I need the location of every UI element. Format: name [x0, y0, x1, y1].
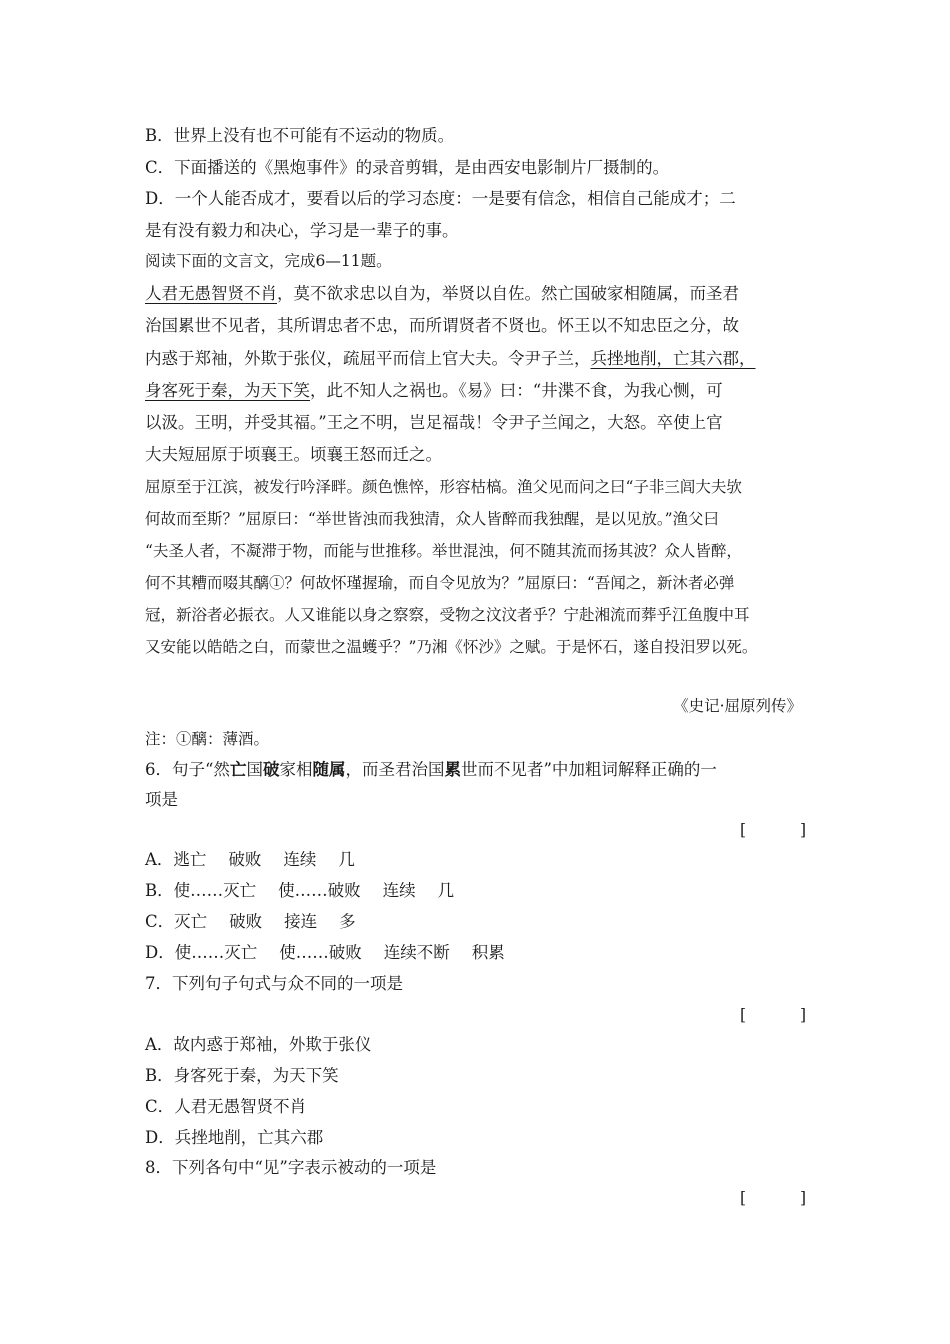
passage-line: 冠，新浴者必振衣。人又谁能以身之察察，受物之汶汶者乎？宁赴湘流而葬乎江鱼腹中耳 [145, 606, 750, 624]
q6-option-d: D．使……灭亡 使……破败 连续不断 积累 [145, 943, 505, 962]
question-6-stem: 6．句子“然亡国破家相随属，而圣君治国累世而不见者”中加粗词解释正确的一 [145, 760, 717, 779]
bold-word: 累 [444, 760, 461, 779]
option-c: C．下面播送的《黑炮事件》的录音剪辑，是由西安电影制片厂摄制的。 [145, 158, 670, 177]
passage-line: 治国累世不见者，其所谓忠者不忠，而所谓贤者不贤也。怀王以不知忠臣之分，故 [145, 316, 739, 335]
q6-option-a: A．逃亡 破败 连续 几 [145, 850, 355, 869]
question-7-stem: 7．下列句子句式与众不同的一项是 [145, 974, 403, 993]
underlined-phrase: 兵挫地削，亡其六郡， [590, 349, 756, 368]
reading-instruction: 阅读下面的文言文，完成6—11题。 [145, 252, 392, 270]
q6-option-c: C．灭亡 破败 接连 多 [145, 912, 356, 931]
option-d-line1: D．一个人能否成才，要看以后的学习态度：一是要有信念，相信自己能成才；二 [145, 189, 736, 208]
passage-line: 人君无愚智贤不肖，莫不欲求忠以自为，举贤以自佐。然亡国破家相随属，而圣君 [145, 284, 739, 303]
passage-line: 何不其糟而啜其醨①？何故怀瑾握瑜，而自令见放为？”屈原曰：“吾闻之，新沐者必弹 [145, 574, 735, 592]
underlined-phrase: 人君无愚智贤不肖 [145, 284, 277, 303]
q7-option-c: C．人君无愚智贤不肖 [145, 1097, 307, 1116]
passage-line: 以汲。王明，并受其福。”王之不明，岂足福哉！令尹子兰闻之，大怒。卒使上官 [145, 413, 723, 432]
answer-bracket[interactable]: [ ] [740, 1189, 806, 1207]
passage-line: “夫圣人者，不凝滞于物，而能与世推移。举世混浊，何不随其流而扬其波？众人皆醉， [145, 542, 742, 560]
q7-option-a: A．故内惑于郑袖，外欺于张仪 [145, 1035, 372, 1054]
underlined-phrase: 身客死于秦，为天下笑 [145, 381, 310, 400]
bold-word: 随属 [312, 760, 346, 779]
passage-note: 注：①醨：薄酒。 [145, 730, 270, 748]
passage-line: 何故而至斯？”屈原曰：“举世皆浊而我独清，众人皆醉而我独醒，是以见放。”渔父曰 [145, 510, 720, 528]
q6-option-b: B．使……灭亡 使……破败 连续 几 [145, 881, 455, 900]
bold-word: 亡 [229, 760, 247, 779]
passage-line: 内惑于郑袖，外欺于张仪，疏屈平而信上官大夫。令尹子兰，兵挫地削，亡其六郡， [145, 349, 756, 368]
passage-source: 《史记·屈原列传》 [673, 697, 802, 715]
answer-bracket[interactable]: [ ] [740, 821, 806, 839]
bold-word: 破 [262, 760, 280, 779]
passage-line: 屈原至于江滨，被发行吟泽畔。颜色憔悴，形容枯槁。渔父见而问之曰“子非三闾大夫欤 [145, 478, 742, 496]
passage-line: 身客死于秦，为天下笑，此不知人之祸也。《易》曰：“井渫不食，为我心恻，可 [145, 381, 723, 400]
q7-option-b: B．身客死于秦，为天下笑 [145, 1066, 339, 1085]
question-8-stem: 8．下列各句中“见”字表示被动的一项是 [145, 1158, 437, 1177]
question-6-stem-line2: 项是 [145, 790, 178, 809]
q7-option-d: D．兵挫地削，亡其六郡 [145, 1128, 324, 1147]
passage-line: 大夫短屈原于顷襄王。顷襄王怒而迁之。 [145, 445, 442, 464]
option-d-line2: 是有没有毅力和决心，学习是一辈子的事。 [145, 221, 459, 240]
passage-line: 又安能以皓皓之白，而蒙世之温蠖乎？”乃湘《怀沙》之赋。于是怀石，遂自投汨罗以死。 [145, 638, 758, 656]
answer-bracket[interactable]: [ ] [740, 1006, 806, 1024]
option-b: B．世界上没有也不可能有不运动的物质。 [145, 126, 455, 145]
